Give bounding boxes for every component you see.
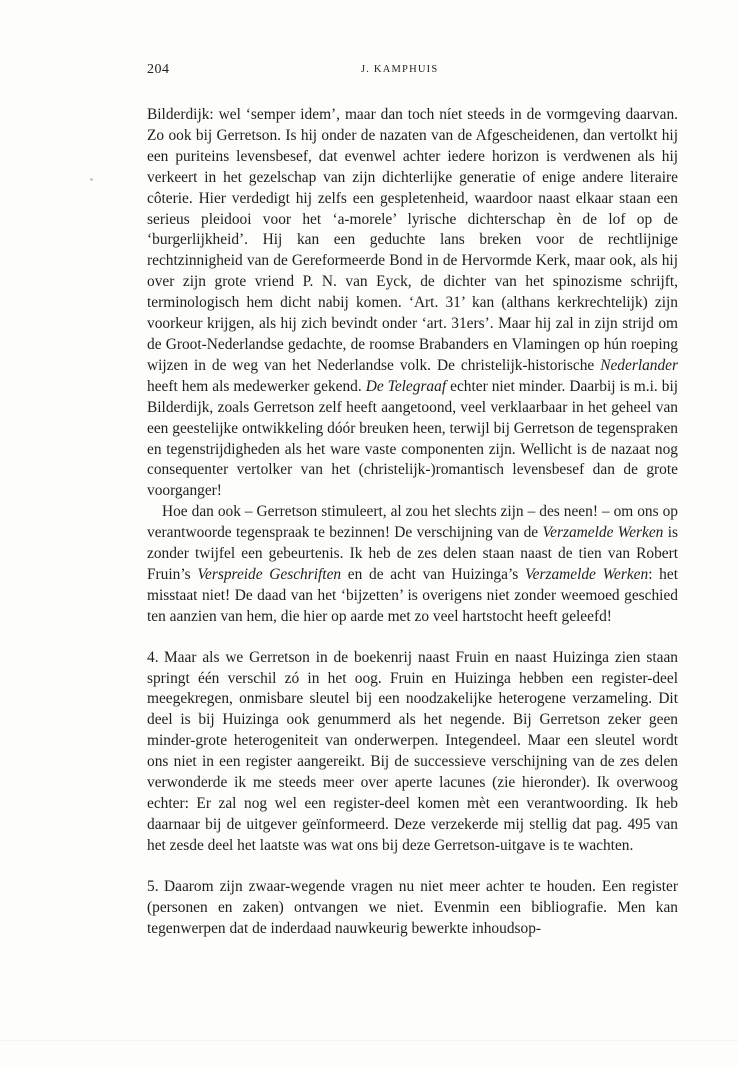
section-number: 5. bbox=[147, 877, 159, 895]
text-run: is zonder twijfel een gebeurtenis. Ik heb de zes delen staan naast de tien van Robert Fruin’s bbox=[147, 524, 678, 583]
italic-title: Verzamelde Werken bbox=[524, 565, 649, 583]
running-head-author: J. KAMPHUIS bbox=[361, 64, 439, 75]
text-run: en de acht van Huizinga’s bbox=[341, 565, 525, 583]
text-run: Hoe dan ook – Gerretson stimuleert, al zou het slechts zijn – des neen! – om ons op verantwoorde tegenspraak te bezinnen! De verschijning van de bbox=[147, 503, 678, 542]
italic-title: Nederlander bbox=[600, 356, 678, 374]
page-speck bbox=[90, 178, 93, 181]
text-run: Bilderdijk: wel ‘semper idem’, maar dan toch níet steeds in de vormgeving daarvan. Zo ook bij Gerretson. Is hij onder de nazaten van de Afgescheidenen, dan vertolkt hij een puriteins levensbesef, dat evenwel achter iedere horizon is verdwenen als hij verkeert in het gezelschap van zijn dichterlijke generatie of enige andere literaire côterie. Hier verdedigt hij zelfs een gespletenheid, waardoor naast elkaar staan een serieus pleidooi voor het ‘a-morele’ lyrische dichterschap èn de lof op de ‘burgerlijkheid’. Hij kan een geduchte lans breken voor de rechtlijnige rechtzinnigheid van de Gereformeerde Bond in de Hervormde Kerk, maar ook, als hij over zijn grote vriend P. N. van Eyck, de dichter van het spinozisme schrijft, terminologisch hem dicht nabij komen. ‘Art. 31’ kan (althans kerkrechtelijk) zijn voorkeur krijgen, als hij zich bevindt onder ‘art. 31ers’. Maar hij zal in zijn strijd om de Groot-Nederlandse gedachte, de roomse Brabanders en Vlamingen op hún roeping wijzen in de weg van het Nederlandse volk. De christelijk-historische bbox=[147, 106, 678, 374]
text-run: Daarom zijn zwaar-wegende vragen nu niet meer achter te houden. Een register (personen en zaken) ontvangen we niet. Evenmin een bibliografie. Men kan tegenwerpen dat de inderdaad nauwkeurig bewerkte inhoudsop- bbox=[147, 877, 678, 937]
section-number: 4. bbox=[147, 648, 159, 666]
text-run: heeft hem als medewerker gekend. bbox=[147, 377, 366, 395]
page-number: 204 bbox=[147, 62, 170, 77]
page-header bbox=[147, 62, 677, 80]
page-shadow-line bbox=[0, 1040, 738, 1041]
section-paragraph-4 bbox=[147, 648, 678, 857]
text-run: echter niet minder. Daarbij is m.i. bij Bilderdijk, zoals Gerretson zelf heeft aangetoond, veel verklaarbaar in het geheel van een geestelijke ontwikkeling dóór breuken heen, terwijl bij Gerretson de tegenspraken en tegenstrijdigheden als het ware vaste componenten zijn. Wellicht is de nazaat nog consequenter vertolker van het (christelijk-)romantisch levensbesef dan de grote voorganger! bbox=[147, 377, 678, 500]
italic-title: Verzamelde Werken bbox=[542, 524, 664, 542]
paragraph bbox=[147, 105, 678, 502]
section-paragraph-5 bbox=[147, 877, 678, 940]
text-run: : het misstaat niet! De daad van het ‘bijzetten’ is overigens niet zonder weemoed geschied ten aanzien van hem, die hier op aarde met zo veel hartstocht heeft geleefd! bbox=[147, 565, 678, 625]
italic-title: Verspreide Geschriften bbox=[197, 565, 342, 583]
text-run: Maar als we Gerretson in de boekenrij naast Fruin en naast Huizinga zien staan springt één verschil zó in het oog. Fruin en Huizinga hebben een register-deel meegekregen, onmisbare sleutel bij een noodzakelijke heterogene verzameling. Dit deel is bij Huizinga ook genummerd als het negende. Bij Gerretson zeker geen minder-grote heterogeniteit van onderwerpen. Integendeel. Maar een sleutel wordt ons niet in een register aangereikt. Bij de successieve verschijning van de zes delen verwonderde ik me steeds meer over aperte lacunes (zie hieronder). Ik overwoog echter: Er zal nog wel een register-deel komen mèt een verantwoording. Ik heb daarnaar bij de uitgever geïnformeerd. Deze verzekerde mij stellig dat pag. 495 van het zesde deel het laatste was wat ons bij deze Gerretson-uitgave is te wachten. bbox=[147, 648, 678, 854]
paragraph bbox=[147, 502, 678, 627]
body-text bbox=[147, 105, 678, 939]
italic-title: De Telegraaf bbox=[365, 377, 447, 395]
